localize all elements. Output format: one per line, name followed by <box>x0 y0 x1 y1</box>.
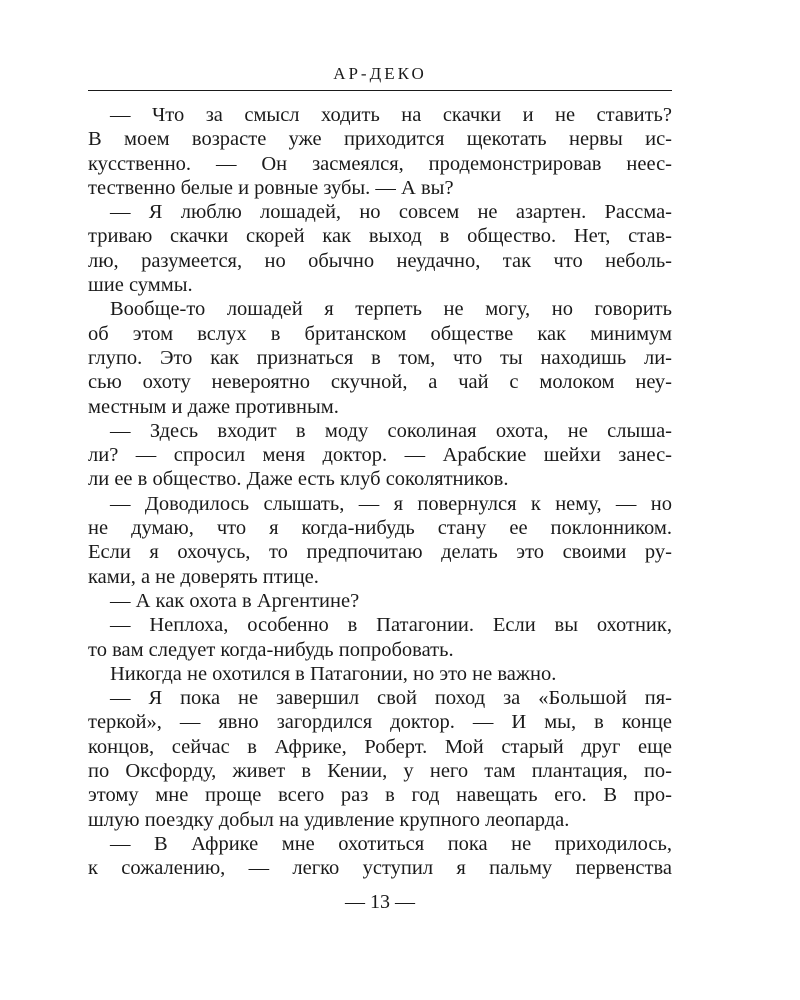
text-line: — Здесь входит в моду соколиная охота, не слыша- <box>110 419 672 442</box>
text-line: глупо. Это как признаться в том, что ты находишь ли- <box>88 346 672 369</box>
text-line: шлую поездку добыл на удивление крупного леопарда. <box>88 808 570 831</box>
text-line: ли ее в общество. Даже есть клуб соколятников. <box>88 468 509 491</box>
text-line: — Что за смысл ходить на скачки и не ставить? <box>110 104 672 126</box>
text-line: тественно белые и ровные зубы. — А вы? <box>88 176 454 199</box>
running-head-title: АР-ДЕКО <box>333 64 427 83</box>
text-line: ли? — спросил меня доктор. — Арабские шейхи занес- <box>88 444 672 467</box>
text-line: — Я пока не завершил свой поход за «Большой пя- <box>110 687 672 710</box>
text-line: этому мне проще всего раз в год навещать его. В про- <box>88 784 672 807</box>
body-text <box>88 103 672 881</box>
text-line: концов, сейчас в Африке, Роберт. Мой старый друг еще <box>88 735 672 758</box>
text-line: теркой», — явно загордился доктор. — И мы, в конце <box>88 711 672 734</box>
text-line: — Я люблю лошадей, но совсем не азартен. Рассма- <box>110 201 672 224</box>
text-line: триваю скачки скорей как выход в общество. Нет, став- <box>88 225 672 248</box>
text-line: Если я охочусь, то предпочитаю делать это своими ру- <box>88 541 672 564</box>
text-line: — Доводилось слышать, — я повернулся к нему, — но <box>110 492 672 515</box>
text-line: В моем возрасте уже приходится щекотать нервы ис- <box>88 128 672 151</box>
text-line: лю, разумеется, но обычно неудачно, так что неболь- <box>88 249 672 272</box>
text-line: шие суммы. <box>88 274 193 297</box>
text-line: — А как охота в Аргентине? <box>110 589 360 612</box>
text-line: не думаю, что я когда-нибудь стану ее поклонником. <box>88 517 672 540</box>
header-rule <box>88 90 672 91</box>
text-line: Вообще-то лошадей я терпеть не могу, но говорить <box>110 298 672 321</box>
text-line: кусственно. — Он засмеялся, продемонстрировав неес- <box>88 152 672 175</box>
text-line: — В Африке мне охотиться пока не приходилось, <box>110 832 672 855</box>
text-line: по Оксфорду, живет в Кении, у него там плантация, по- <box>88 760 672 783</box>
text-line: — Неплоха, особенно в Патагонии. Если вы охотник, <box>110 614 672 637</box>
text-line: местным и даже противным. <box>88 395 339 418</box>
text-line: к сожалению, — легко уступил я пальму первенства <box>88 857 672 880</box>
text-line: то вам следует когда-нибудь попробовать. <box>88 638 454 661</box>
text-line: сью охоту невероятно скучной, а чай с молоком неу- <box>88 371 672 394</box>
book-page <box>88 62 672 962</box>
text-line: об этом вслух в британском обществе как минимум <box>88 322 672 345</box>
text-line: ками, а не доверять птице. <box>88 565 319 588</box>
page-number: — 13 — <box>345 891 415 913</box>
text-line: Никогда не охотился в Патагонии, но это не важно. <box>110 662 557 685</box>
